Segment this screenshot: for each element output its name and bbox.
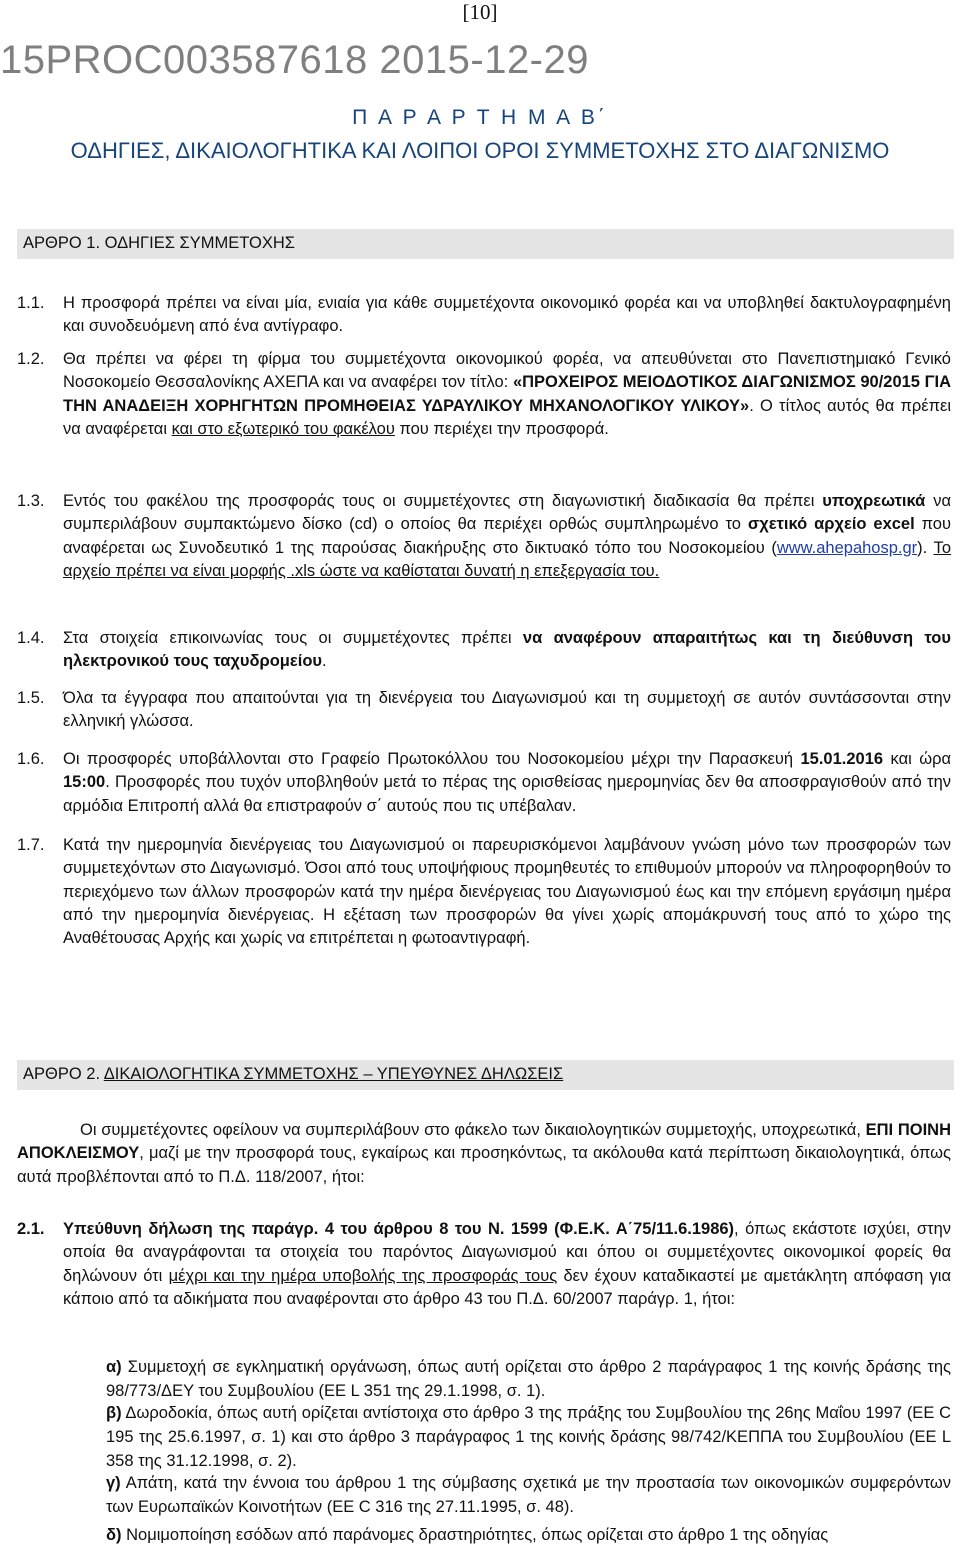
subitem-text: Απάτη, κατά την έννοια του άρθρου 1 της σύμβασης σχετικά με την προστασία των οικονομικών συμφερόντων των Ευρωπαϊκών Κοινοτήτων (ΕΕ C 316 της 27.11.1995, σ. 48). <box>106 1474 951 1516</box>
subitem-label: δ) <box>106 1526 122 1544</box>
text-run: ). <box>917 538 934 557</box>
bold-text: σχετικό αρχείο excel <box>747 515 915 534</box>
paragraph-number: 1.1. <box>17 294 45 312</box>
subitem-text: Συμμετοχή σε εγκληματική οργάνωση, όπως αυτή ορίζεται στο άρθρο 2 παράγραφος 1 της κοινής δράσης της 98/773/ΔΕΥ του Συμβουλίου (ΕΕ L 351 της 29.1.1998, σ. 1). <box>106 1358 951 1400</box>
text-run: και ώρα <box>883 750 951 768</box>
text-run: Οι συμμετέχοντες οφείλουν να συμπεριλάβουν στο φάκελο των δικαιολογητικών συμμετοχής, υποχρεωτικά, <box>80 1121 866 1139</box>
annex-subtitle: ΟΔΗΓΙΕΣ, ΔΙΚΑΙΟΛΟΓΗΤΙΚΑ ΚΑΙ ΛΟΙΠΟΙ ΟΡΟΙ ΣΥΜΜΕΤΟΧΗΣ ΣΤΟ ΔΙΑΓΩΝΙΣΜΟ <box>70 138 890 163</box>
paragraph-text: Η προσφορά πρέπει να είναι μία, ενιαία για κάθε συμμετέχοντα οικονομικό φορέα και να υποβληθεί δακτυλογραφημένη και συνοδευόμενη από ένα αντίγραφο. <box>63 294 951 336</box>
paragraph-number: 1.6. <box>17 750 45 768</box>
text-run: που περιέχει την προσφορά. <box>394 419 609 438</box>
text-run: Οι προσφορές υποβάλλονται στο Γραφείο Πρωτοκόλλου του Νοσοκομείου μέχρι την Παρασκευή <box>63 750 801 768</box>
subitem-text: Νομιμοποίηση εσόδων από παράνομες δραστηριότητες, όπως ορίζεται στο άρθρο 1 της οδηγίας <box>121 1526 829 1544</box>
paragraph-number: 1.7. <box>17 836 45 854</box>
paragraph-text: Κατά την ημερομηνία διενέργειας του Διαγωνισμού οι παρευρισκόμενοι λαμβάνουν γνώση μόνο των προσφορών των συμμετεχόντων στο Διαγωνισμό. Όσοι από τους υποψήφιους προμηθευτές το επιθυμούν μπορούν να πληροφορηθούν το περιεχόμενο των άλλων προσφορών κατά την ημέρα διενέργειας του Διαγωνισμού έως και την επόμενη εργάσιμη ημέρα από την ημερομηνία διενέργειας. Η εξέταση των προσφορών θα γίνει χωρίς απομάκρυνσή τους από το χώρο της Αναθέτουσας Αρχής και χωρίς να επιτρέπεται η φωτοαντιγραφή. <box>63 836 951 948</box>
paragraph-number: 1.4. <box>17 629 45 647</box>
text-run: Στα στοιχεία επικοινωνίας τους οι συμμετέχοντες πρέπει <box>63 629 523 647</box>
bold-text: ΕΠΙ ΠΟΙΝΗ ΑΠΟΚΛΕΙΣΜΟΥ <box>17 1121 952 1163</box>
article-1-heading <box>17 229 954 259</box>
paragraph-text <box>63 348 951 441</box>
subitem-d <box>106 1523 951 1547</box>
text-run: να συμπεριλάβουν συμπακτώμενο δίσκο (cd) ο οποίος θα περιέχει ορθώς συμπληρωμένο το <box>63 492 952 534</box>
subitem-c <box>106 1471 951 1519</box>
underlined-text: Το αρχείο πρέπει να είναι μορφής .xls ώστε να καθίσταται δυνατή η επεξεργασία του. <box>63 538 951 580</box>
text-run: . Ο τίτλος αυτός θα πρέπει να αναφέρεται <box>63 396 951 438</box>
bold-text: να αναφέρουν απαραιτήτως και τη διεύθυνση του ηλεκτρονικού τους ταχυδρομείου <box>63 629 951 671</box>
text-run: Θα πρέπει να φέρει τη φίρμα του συμμετέχοντα οικονομικού φορέα, να απευθύνεται στο Πανεπιστημιακό Γενικό Νοσοκομείο Θεσσαλονίκης ΑΧΕΠΑ και να αναφέρει τον τίτλο: <box>63 350 951 392</box>
bold-text: Υπεύθυνη δήλωση της παράγρ. 4 του άρθρου 8 του Ν. 1599 (Φ.Ε.Κ. Α΄75/11.6.1986) <box>63 1220 735 1238</box>
paragraph-number: 2.1. <box>17 1220 45 1238</box>
underlined-text: μέχρι και την ημέρα υποβολής της προσφοράς τους <box>168 1266 558 1285</box>
article-2-heading-text: ΔΙΚΑΙΟΛΟΓΗΤΙΚΑ ΣΥΜΜΕΤΟΧΗΣ – ΥΠΕΥΘΥΝΕΣ ΔΗΛΩΣΕΙΣ <box>103 1065 564 1083</box>
paragraph-number: 1.5. <box>17 689 45 707</box>
paragraph-number: 1.3. <box>17 492 45 510</box>
text-run: Εντός του φακέλου της προσφοράς τους οι συμμετέχοντες στη διαγωνιστική διαδικασία θα πρέπει <box>63 492 823 510</box>
deadline-date: 15.01.2016 <box>800 750 884 768</box>
paragraph-text <box>63 748 951 818</box>
article-1-heading-text: ΑΡΘΡΟ 1. ΟΔΗΓΙΕΣ ΣΥΜΜΕΤΟΧΗΣ <box>23 234 295 252</box>
subitem-label: γ) <box>106 1474 121 1492</box>
paragraph-text <box>17 1119 951 1189</box>
underlined-text: και στο εξωτερικό του φακέλου <box>171 419 395 438</box>
page-number: [10] <box>462 0 498 24</box>
article-2-heading <box>17 1060 954 1090</box>
text-run: , όπως εκάστοτε ισχύει, στην οποία θα αναγράφονται τα στοιχεία του παρόντος Διαγωνισμού και όπου οι συμμετέχοντες οικονομικοί φορείς θα δηλώνουν ότι <box>63 1220 951 1285</box>
subitem-a <box>106 1355 951 1403</box>
paragraph-text: Όλα τα έγγραφα που απαιτούνται για τη διενέργεια του Διαγωνισμού και τη συμμετοχή σε αυτόν συντάσσονται στην ελληνική γλώσσα. <box>63 689 951 731</box>
deadline-time: 15:00 <box>63 773 106 792</box>
tender-title: «ΠΡΟΧΕΙΡΟΣ ΜΕΙΟΔΟΤΙΚΟΣ ΔΙΑΓΩΝΙΣΜΟΣ 90/2015 ΓΙΑ ΤΗΝ ΑΝΑΔΕΙΞΗ ΧΟΡΗΓΗΤΩΝ ΠΡΟΜΗΘΕΙΑΣ ΥΔΡΑΥΛΙΚΟΥ ΜΗΧΑΝΟΛΟΓΙΚΟΥ ΥΛΙΚΟΥ» <box>63 373 952 415</box>
text-run: , μαζί με την προσφορά τους, εγκαίρως και προσηκόντως, τα ακόλουθα κατά περίπτωση δικαιολογητικά, όπως αυτά προβλέπονται από το Π.Δ. 118/2007, ήτοι: <box>17 1144 951 1186</box>
text-run: . <box>322 652 327 671</box>
subitem-label: β) <box>106 1404 122 1422</box>
subitem-b <box>106 1401 951 1473</box>
paragraph-text <box>63 627 951 674</box>
paragraph-text <box>63 1218 951 1311</box>
subitem-text: Δωροδοκία, όπως αυτή ορίζεται αντίστοιχα στο άρθρο 3 της πράξης του Συμβουλίου της 26ης Μαΐου 1997 (ΕΕ C 195 της 25.6.1997, σ. 1) και στο άρθρο 3 παράγραφος 1 της κοινής δράσης 98/742/ΚΕΠΠΑ του Συμβουλίου (ΕΕ L 358 της 31.12.1998, σ. 2). <box>106 1404 951 1470</box>
annex-title: Π Α Ρ Α Ρ Τ Η Μ Α Β΄ <box>352 106 608 129</box>
website-link[interactable]: www.ahepahosp.gr <box>776 538 918 557</box>
paragraph-text <box>63 490 951 583</box>
document-id-watermark: 15PROC003587618 2015-12-29 <box>0 38 589 82</box>
paragraph-number: 1.2. <box>17 350 45 368</box>
text-run: που αναφέρεται ως Συνοδευτικό 1 της παρούσας διακήρυξης στο δικτυακό τόπο του Νοσοκομείου ( <box>63 515 951 557</box>
bold-text: υποχρεωτικά <box>822 492 926 510</box>
text-run: . Προσφορές που τυχόν υποβληθούν μετά το πέρας της ορισθείσας ημερομηνίας δεν θα αποσφραγισθούν από την αρμόδια Επιτροπή αλλά θα επιστραφούν σ΄ αυτούς που τις υπέβαλαν. <box>63 773 951 815</box>
article-2-heading-prefix: ΑΡΘΡΟ 2. <box>23 1065 104 1083</box>
subitem-label: α) <box>106 1358 122 1376</box>
text-run: δεν έχουν καταδικαστεί με αμετάκλητη απόφαση για κάποιο από τα αδικήματα που αναφέρονται στο άρθρο 43 του Π.Δ. 60/2007 παράγρ. 1, ήτοι: <box>63 1266 951 1308</box>
